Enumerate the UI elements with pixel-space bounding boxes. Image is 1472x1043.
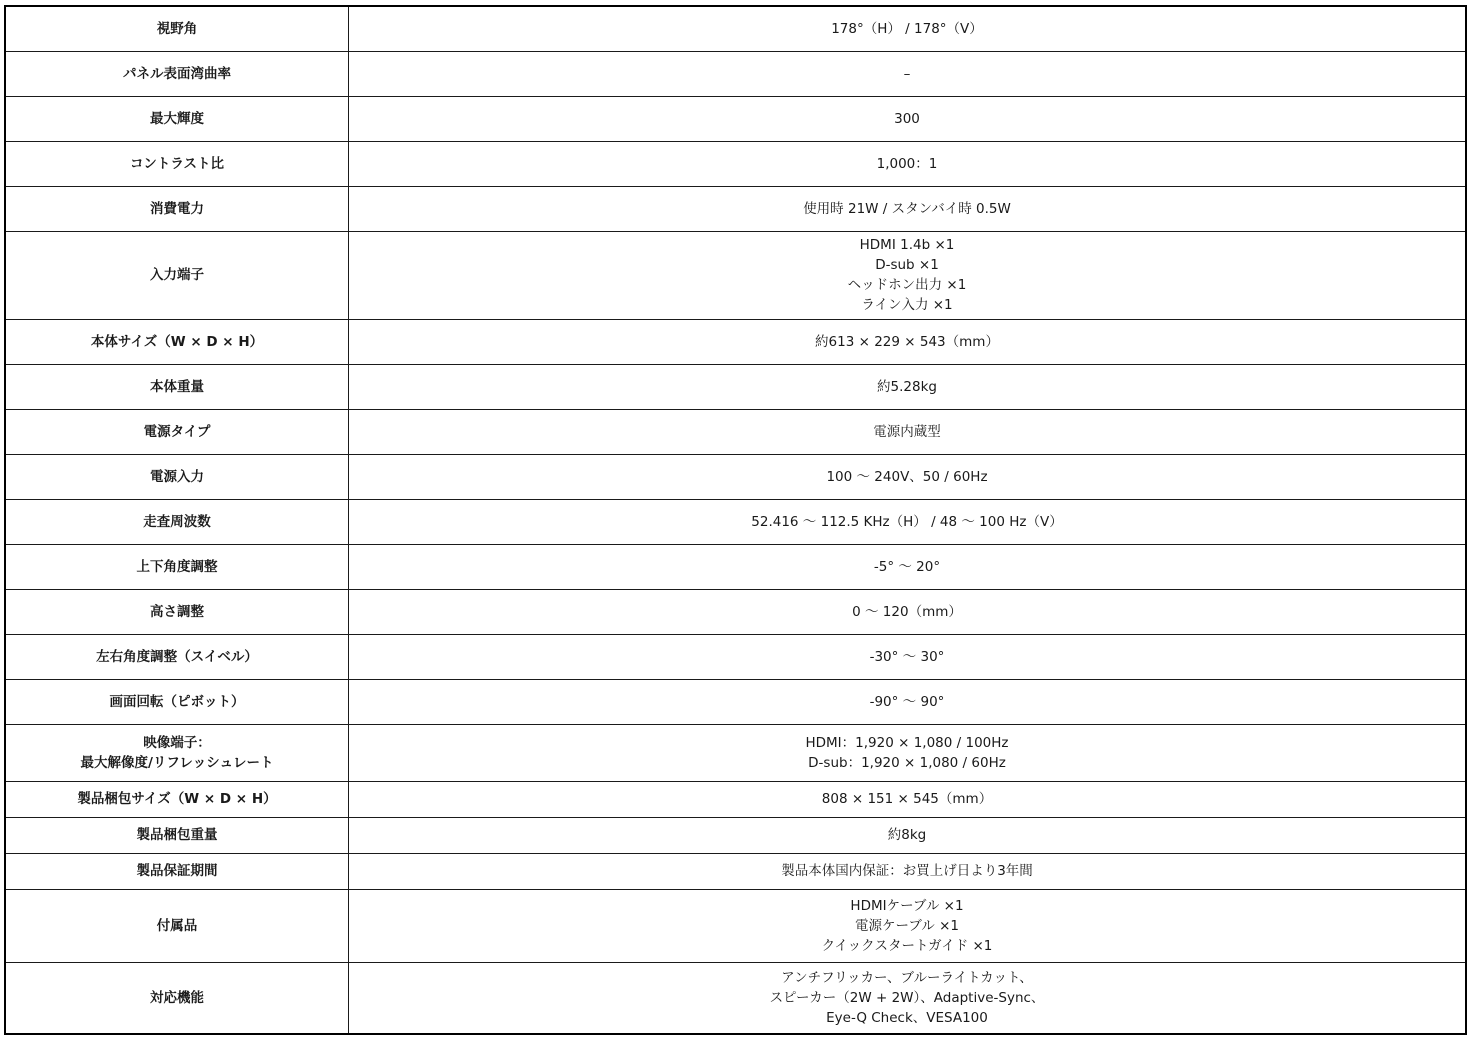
spec-label-line: 映像端子： [143,734,211,751]
spec-label-line: 最大解像度/リフレッシュレート [80,754,274,771]
spec-value-line: 0 ～ 120（mm） [852,603,962,620]
spec-value-line: HDMIケーブル ×1 [850,897,964,914]
spec-value [349,141,1467,186]
spec-value [349,6,1467,51]
spec-label: 視野角 [5,6,349,51]
spec-row-package-weight [5,817,1466,853]
spec-label: 製品梱包重量 [5,817,349,853]
spec-label: 上下角度調整 [5,544,349,589]
spec-value [349,409,1467,454]
spec-value-line: スピーカー（2W + 2W）、Adaptive-Sync、 [769,989,1045,1006]
spec-value-line: 300 [894,110,920,127]
spec-row-power-type [5,409,1466,454]
spec-value [349,589,1467,634]
spec-label: 最大輝度 [5,96,349,141]
spec-label: 本体サイズ（W × D × H） [5,319,349,364]
spec-value [349,634,1467,679]
spec-row-max-brightness [5,96,1466,141]
spec-value-line: 約613 × 229 × 543（mm） [815,333,999,350]
spec-row-scan-frequency [5,499,1466,544]
spec-label: 電源入力 [5,454,349,499]
spec-value [349,724,1467,781]
spec-value [349,817,1467,853]
spec-label: 左右角度調整（スイベル） [5,634,349,679]
spec-row-tilt [5,544,1466,589]
spec-value-line: 52.416 ～ 112.5 KHz（H） / 48 ～ 100 Hz（V） [751,513,1063,530]
spec-value [349,186,1467,231]
spec-value [349,454,1467,499]
spec-value-line: -30° ～ 30° [869,648,945,665]
spec-label: 製品梱包サイズ（W × D × H） [5,781,349,817]
spec-row-input-ports [5,231,1466,319]
spec-value [349,96,1467,141]
spec-value-line: 電源ケーブル ×1 [855,917,959,934]
spec-value [349,962,1467,1034]
spec-value [349,781,1467,817]
spec-value-line: クイックスタートガイド ×1 [821,937,993,954]
spec-row-power-input [5,454,1466,499]
spec-value [349,679,1467,724]
spec-row-package-size [5,781,1466,817]
spec-row-panel-curvature [5,51,1466,96]
spec-value [349,51,1467,96]
spec-row-body-size [5,319,1466,364]
spec-table [4,5,1467,1035]
spec-row-power-consumption [5,186,1466,231]
spec-value [349,544,1467,589]
spec-value-line: 100 ～ 240V、50 / 60Hz [826,468,988,485]
spec-value-line: HDMI：1,920 × 1,080 / 100Hz [805,734,1009,751]
spec-label: 消費電力 [5,186,349,231]
spec-label: 画面回転（ピボット） [5,679,349,724]
spec-label: 本体重量 [5,364,349,409]
spec-row-warranty [5,853,1466,889]
spec-row-swivel [5,634,1466,679]
spec-value-line: 178°（H） / 178°（V） [831,20,983,37]
spec-value-line: HDMI 1.4b ×1 [859,237,955,253]
spec-row-viewing-angle [5,6,1466,51]
spec-label: 対応機能 [5,962,349,1034]
spec-value [349,319,1467,364]
spec-label [5,724,349,781]
spec-label: 入力端子 [5,231,349,319]
spec-value-line: 1,000：1 [876,155,938,172]
spec-label: 付属品 [5,889,349,962]
spec-value [349,364,1467,409]
spec-value-line: 約8kg [887,827,927,843]
spec-value-line: ヘッドホン出力 ×1 [847,277,967,293]
spec-label: パネル表面湾曲率 [5,51,349,96]
spec-value-line: Eye-Q Check、VESA100 [826,1009,988,1026]
spec-value [349,853,1467,889]
spec-value-line: 使用時 21W / スタンバイ時 0.5W [803,200,1011,217]
spec-value-line: -5° ～ 20° [873,558,941,575]
spec-row-contrast [5,141,1466,186]
spec-label: 高さ調整 [5,589,349,634]
spec-value [349,231,1467,319]
spec-value-line: 808 × 151 × 545（mm） [821,791,993,807]
spec-row-features [5,962,1466,1034]
spec-label: 製品保証期間 [5,853,349,889]
spec-value-line: アンチフリッカー、ブルーライトカット、 [781,969,1033,986]
spec-value-line: 電源内蔵型 [873,423,941,440]
spec-row-pivot [5,679,1466,724]
spec-row-body-weight [5,364,1466,409]
spec-value-line: 製品本体国内保証：お買上げ日より3年間 [781,863,1033,879]
spec-value-line: – [903,65,911,82]
spec-value-line: -90° ～ 90° [869,693,945,710]
spec-value-line: 約5.28kg [877,378,937,395]
spec-value [349,889,1467,962]
spec-row-accessories [5,889,1466,962]
spec-label: コントラスト比 [5,141,349,186]
spec-label: 電源タイプ [5,409,349,454]
spec-label: 走査周波数 [5,499,349,544]
spec-row-video-resolution [5,724,1466,781]
spec-value-line: ライン入力 ×1 [861,297,953,313]
spec-value-line: D-sub ×1 [875,257,939,273]
spec-row-height-adjust [5,589,1466,634]
spec-value-line: D-sub：1,920 × 1,080 / 60Hz [808,754,1006,771]
spec-value [349,499,1467,544]
